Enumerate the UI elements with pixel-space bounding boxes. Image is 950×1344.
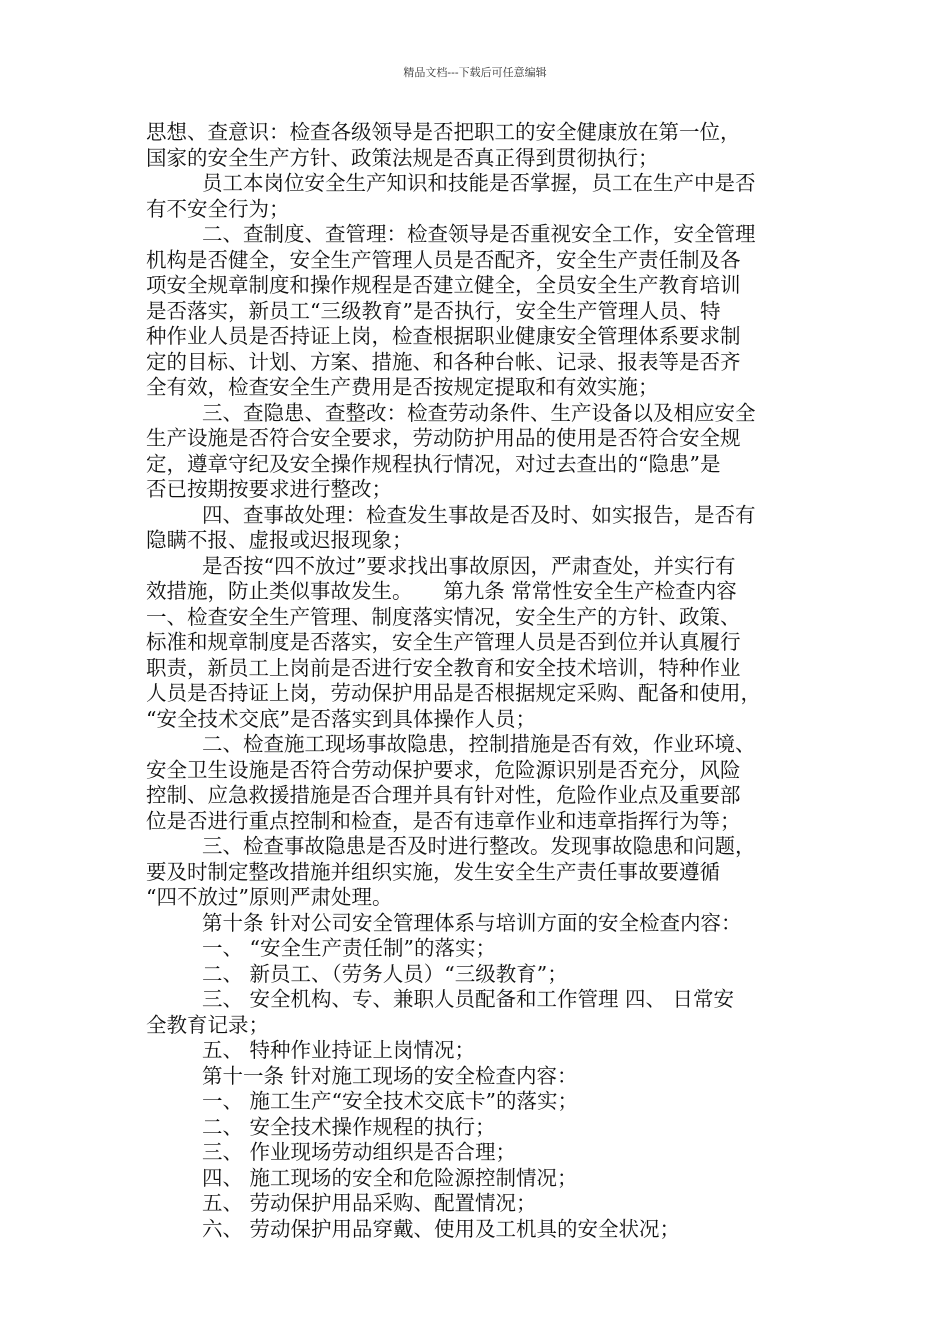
text-line: 是否按“四不放过”要求找出事故原因，严肃查处，并实行有 xyxy=(202,553,736,578)
text-line: 一、检查安全生产管理、制度落实情况，安全生产的方针、政策、 xyxy=(146,604,741,629)
text-line: 隐瞒不报、虚报或迟报现象； xyxy=(146,528,413,552)
document-body xyxy=(146,120,818,1242)
text-line: 有不安全行为； xyxy=(146,196,290,221)
text-line: “四不放过”原则严肃处理。 xyxy=(146,885,393,909)
text-line: 是否落实，新员工“三级教育”是否执行，安全生产管理人员、特 xyxy=(146,298,721,323)
text-line: 全有效，检查安全生产费用是否按规定提取和有效实施； xyxy=(146,375,659,399)
text-line: 一、 “安全生产责任制”的落实； xyxy=(202,936,496,960)
text-line: 定，遵章守纪及安全操作规程执行情况，对过去查出的“隐患”是 xyxy=(146,451,721,476)
text-line: 六、 劳动保护用品穿戴、使用及工机具的安全状况； xyxy=(202,1216,681,1241)
text-line: 二、查制度、查管理：检查领导是否重视安全工作，安全管理 xyxy=(202,222,756,246)
text-line: 定的目标、计划、方案、措施、和各种台帐、记录、报表等是否齐 xyxy=(146,349,741,374)
text-line: 三、 安全机构、专、兼职人员配备和工作管理 四、 日常安 xyxy=(202,987,735,1011)
text-line: 安全卫生设施是否符合劳动保护要求，危险源识别是否充分，风险 xyxy=(146,757,741,782)
text-line: 机构是否健全，安全生产管理人员是否配齐，安全生产责任制及各 xyxy=(146,247,741,272)
text-line: 五、 特种作业持证上岗情况； xyxy=(202,1038,476,1062)
text-line: 种作业人员是否持证上岗，检查根据职业健康安全管理体系要求制 xyxy=(146,324,741,348)
text-line: 一、 施工生产“安全技术交底卡”的落实； xyxy=(202,1089,578,1113)
text-line: 职责，新员工上岗前是否进行安全教育和安全技术培训，特种作业 xyxy=(146,655,741,680)
text-line: 五、 劳动保护用品采购、配置情况； xyxy=(202,1191,537,1215)
text-line: 员工本岗位安全生产知识和技能是否掌握，员工在生产中是否 xyxy=(202,171,756,195)
text-line: 国家的安全生产方针、政策法规是否真正得到贯彻执行； xyxy=(146,145,659,170)
text-line: 三、 作业现场劳动组织是否合理； xyxy=(202,1140,517,1164)
text-line: 三、查隐患、查整改：检查劳动条件、生产设备以及相应安全 xyxy=(202,400,756,425)
text-line: 二、 安全技术操作规程的执行； xyxy=(202,1114,496,1139)
text-line: 三、检查事故隐患是否及时进行整改。发现事故隐患和问题， xyxy=(202,834,756,858)
page-header: 精品文档---下载后可任意编辑 xyxy=(403,66,547,79)
text-line: 四、查事故处理：检查发生事故是否及时、如实报告，是否有 xyxy=(202,502,756,527)
text-line: 思想、查意识：检查各级领导是否把职工的安全健康放在第一位， xyxy=(146,120,741,144)
text-line: 人员是否持证上岗，劳动保护用品是否根据规定采购、配备和使用， xyxy=(146,681,761,705)
text-line: 位是否进行重点控制和检查，是否有违章作业和违章指挥行为等； xyxy=(146,808,741,833)
text-line: 标准和规章制度是否落实，安全生产管理人员是否到位并认真履行 xyxy=(146,630,741,654)
text-line: 生产设施是否符合安全要求，劳动防护用品的使用是否符合安全规 xyxy=(146,426,741,450)
text-line: 项安全规章制度和操作规程是否建立健全，全员安全生产教育培训 xyxy=(146,273,741,297)
text-line: 全教育记录； xyxy=(146,1012,269,1037)
text-line: 要及时制定整改措施并组织实施，发生安全生产责任事故要遵循 xyxy=(146,859,720,884)
text-line: 控制、应急救援措施是否合理并具有针对性，危险作业点及重要部 xyxy=(146,783,741,807)
text-line: 第十一条 针对施工现场的安全检查内容： xyxy=(202,1063,578,1088)
text-line: 第十条 针对公司安全管理体系与培训方面的安全检查内容： xyxy=(202,910,742,935)
text-line: 效措施，防止类似事故发生。 第九条 常常性安全生产检查内容 xyxy=(146,579,737,603)
text-line: 四、 施工现场的安全和危险源控制情况； xyxy=(202,1165,578,1190)
text-line: 二、检查施工现场事故隐患，控制措施是否有效，作业环境、 xyxy=(202,732,756,756)
text-line: 二、 新员工、（劳务人员）“三级教育”； xyxy=(202,961,568,986)
text-line: 否已按期按要求进行整改； xyxy=(146,477,392,501)
text-line: “安全技术交底”是否落实到具体操作人员； xyxy=(146,706,536,731)
